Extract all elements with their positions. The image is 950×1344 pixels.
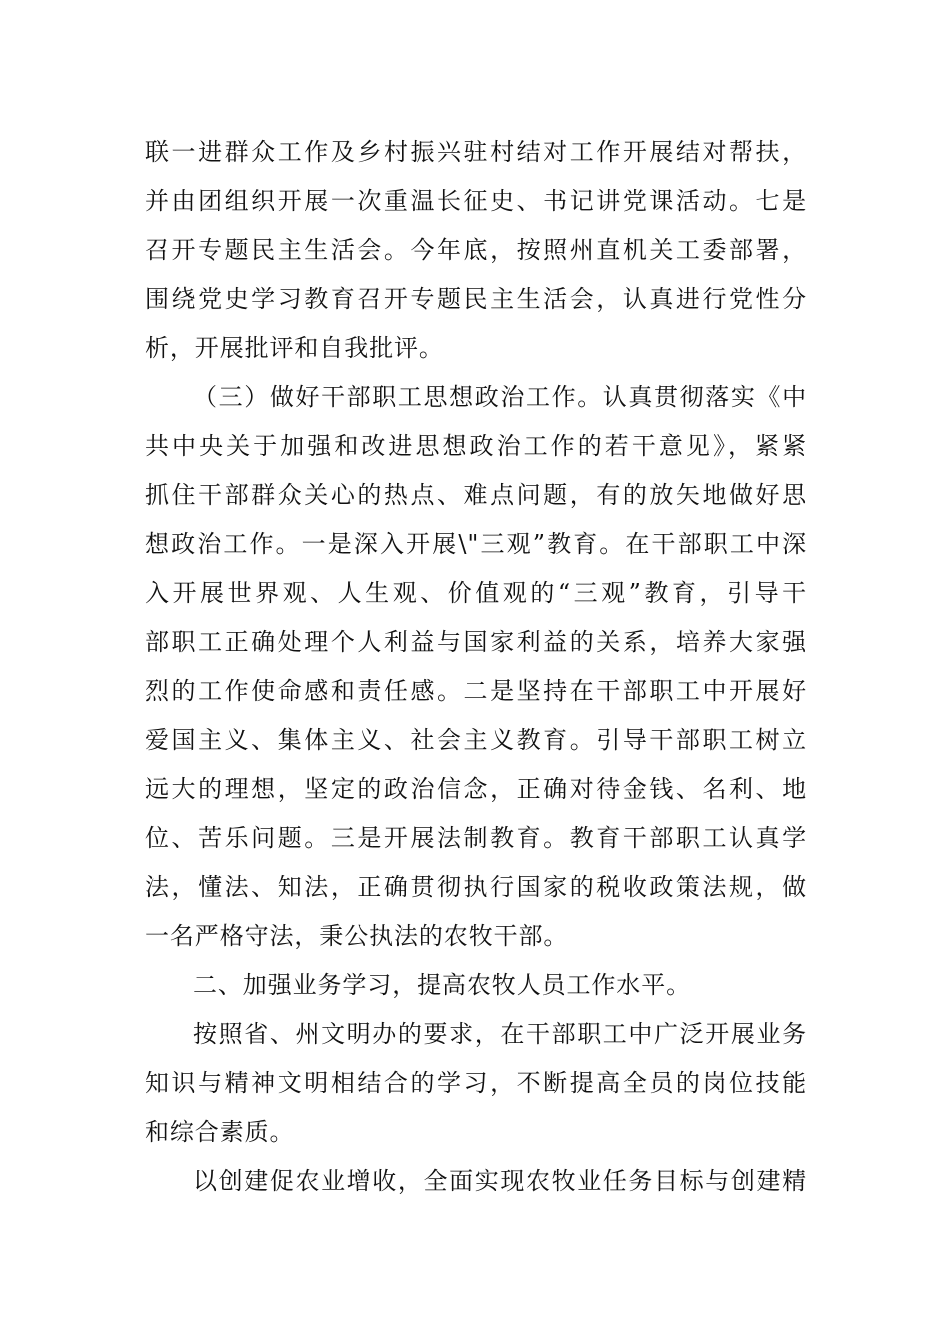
text-line: 析，开展批评和自我批评。 — [145, 334, 444, 362]
text-line: 以创建促农业增收，全面实现农牧业任务目标与创建精 — [193, 1167, 807, 1195]
text-line: 远大的理想，坚定的政治信念，正确对待金钱、名利、地 — [145, 775, 807, 803]
text-line: 烈的工作使命感和责任感。二是坚持在干部职工中开展好 — [145, 677, 807, 705]
text-line: 位、苦乐问题。三是开展法制教育。教育干部职工认真学 — [145, 824, 807, 852]
text-line: 并由团组织开展一次重温长征史、书记讲党课活动。七是 — [145, 187, 807, 215]
text-line: 知识与精神文明相结合的学习，不断提高全员的岗位技能 — [145, 1069, 807, 1097]
text-line: 爱国主义、集体主义、社会主义教育。引导干部职工树立 — [145, 726, 807, 754]
text-line: 联一进群众工作及乡村振兴驻村结对工作开展结对帮扶， — [145, 138, 807, 166]
text-line: 按照省、州文明办的要求，在干部职工中广泛开展业务 — [193, 1020, 807, 1048]
document-body — [145, 128, 807, 1206]
text-line: 部职工正确处理个人利益与国家利益的关系，培养大家强 — [145, 628, 807, 656]
text-line: 抓住干部群众关心的热点、难点问题，有的放矢地做好思 — [145, 481, 807, 509]
text-line: 入开展世界观、人生观、价值观的“三观”教育，引导干 — [145, 579, 807, 607]
text-line: 和综合素质。 — [145, 1118, 295, 1146]
text-line: 召开专题民主生活会。今年底，按照州直机关工委部署， — [145, 236, 807, 264]
text-line: 一名严格守法，秉公执法的农牧干部。 — [145, 922, 569, 950]
text-line: 二、加强业务学习，提高农牧人员工作水平。 — [193, 971, 691, 999]
text-line: 法，懂法、知法，正确贯彻执行国家的税收政策法规，做 — [145, 873, 807, 901]
text-line: 想政治工作。一是深入开展\"三观”教育。在干部职工中深 — [145, 530, 807, 558]
text-line: 围绕党史学习教育召开专题民主生活会，认真进行党性分 — [145, 285, 807, 313]
text-line: （三）做好干部职工思想政治工作。认真贯彻落实《中 — [193, 383, 807, 411]
text-line: 共中央关于加强和改进思想政治工作的若干意见》，紧紧 — [145, 432, 807, 460]
